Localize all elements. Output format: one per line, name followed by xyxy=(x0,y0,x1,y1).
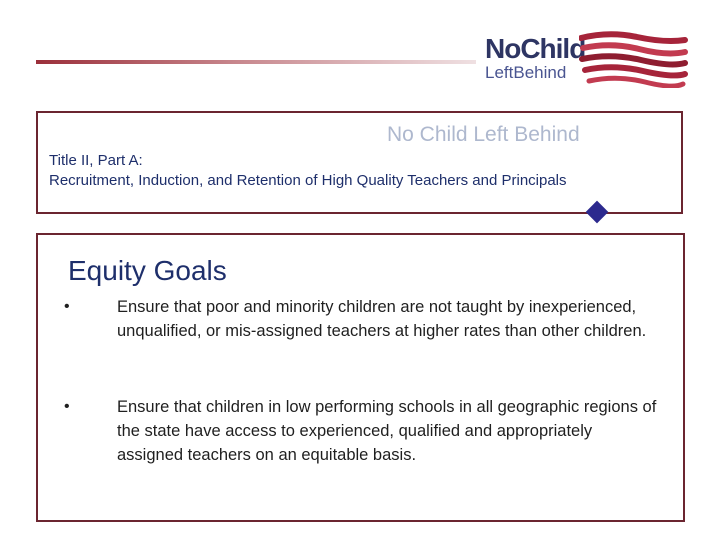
subtitle-line-2: Recruitment, Induction, and Retention of High Quality Teachers and Principals xyxy=(49,172,567,189)
nclb-logo xyxy=(482,30,692,90)
bullet-text: Ensure that poor and minority children are not taught by inexperienced, unqualified, or mis-assigned teachers at higher rates than other children. xyxy=(117,298,647,340)
top-divider-line xyxy=(36,60,476,64)
logo-leftbehind-text: LeftBehind xyxy=(485,63,567,82)
content-box xyxy=(36,233,685,522)
flag-stripes-icon xyxy=(579,30,689,88)
bullet-marker: • xyxy=(64,298,70,315)
program-title: No Child Left Behind xyxy=(387,123,580,146)
title-box xyxy=(36,111,683,214)
program-subtitle xyxy=(49,151,567,191)
logo-nochild-text: NoChild xyxy=(485,33,586,64)
bullet-text: Ensure that children in low performing schools in all geographic regions of the state have access to experienced, qualified and appropriately assigned teachers on an equitable basis. xyxy=(117,398,657,464)
subtitle-line-1: Title II, Part A: xyxy=(49,152,143,169)
bullet-marker: • xyxy=(64,398,70,415)
section-heading: Equity Goals xyxy=(68,255,227,286)
